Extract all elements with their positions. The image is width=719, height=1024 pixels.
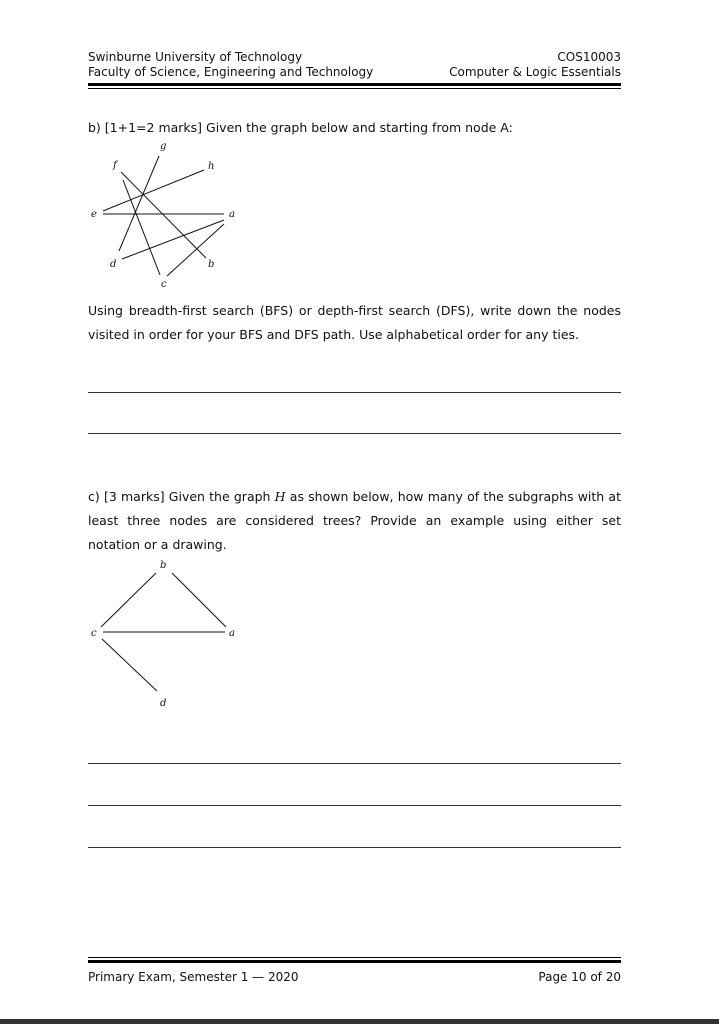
- faculty-name: Faculty of Science, Engineering and Technology: [88, 65, 374, 79]
- question-b-prompt: b) [1+1=2 marks] Given the graph below and starting from node A:: [88, 120, 513, 135]
- edge-c-b: [101, 573, 156, 627]
- node-d: d: [160, 698, 167, 709]
- answer-line[interactable]: [88, 763, 621, 764]
- edge-b-a: [172, 573, 226, 627]
- node-g: g: [160, 141, 167, 152]
- node-e: e: [91, 209, 97, 220]
- node-a: a: [229, 209, 235, 220]
- question-b-instructions: Using breadth-first search (BFS) or depth-first search (DFS), write down the nodes visited in order for your BFS and DFS path. Use alphabetical order for any ties.: [88, 303, 621, 342]
- graph-name: H: [274, 489, 286, 504]
- node-c: c: [91, 628, 97, 639]
- question-c-prompt-start: c) [3 marks] Given the graph: [88, 489, 275, 504]
- question-c-prompt-end: as shown below, how many of the subgraphs with at least three nodes are considered trees? Provide an example using either set notation or a drawing.: [88, 489, 621, 552]
- university-name: Swinburne University of Technology: [88, 50, 303, 64]
- node-d: d: [110, 259, 117, 270]
- page-bottom-edge: [0, 1019, 719, 1024]
- course-name: Computer & Logic Essentials: [449, 65, 621, 79]
- footer-rule-thin: [88, 957, 621, 958]
- footer-rule-thick: [88, 960, 621, 963]
- node-a: a: [229, 628, 235, 639]
- node-b: b: [208, 259, 215, 270]
- course-code: COS10003: [557, 50, 621, 64]
- answer-line[interactable]: [88, 805, 621, 806]
- answer-line[interactable]: [88, 847, 621, 848]
- node-c: c: [161, 279, 167, 290]
- edge-c-d: [102, 639, 157, 691]
- exam-name: Primary Exam, Semester 1 — 2020: [88, 970, 299, 984]
- page-number: Page 10 of 20: [538, 970, 621, 984]
- node-f: f: [113, 160, 117, 171]
- node-b: b: [160, 560, 167, 571]
- node-h: h: [208, 161, 215, 172]
